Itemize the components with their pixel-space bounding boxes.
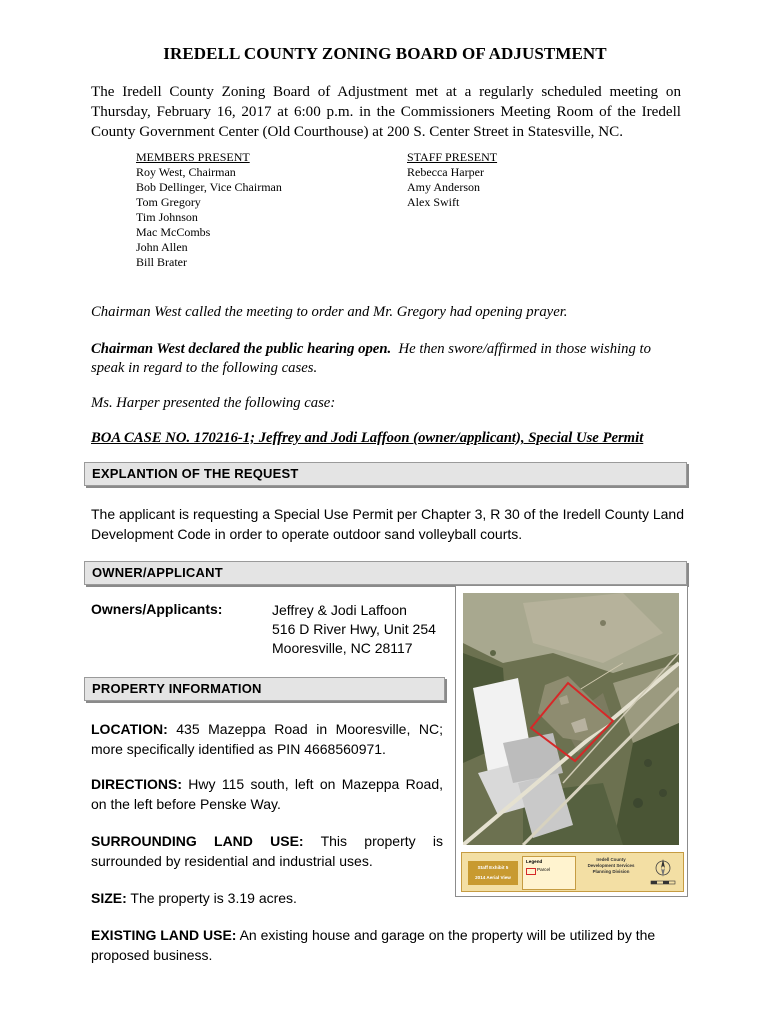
public-hearing-paragraph (91, 340, 683, 378)
map-caption-line: 2014 Aerial View (475, 875, 511, 880)
existing-label: EXISTING LAND USE: (91, 927, 237, 943)
map-caption (468, 861, 518, 885)
location-label: LOCATION: (91, 721, 168, 737)
surrounding-text: This property is surrounded by residential and industrial uses. (91, 833, 444, 869)
request-text: The applicant is requesting a Special Use Permit per Chapter 3, R 30 of the Iredell County Land Development Code in order to operate outdoor sand volleyball courts. (91, 506, 684, 542)
directions-paragraph (91, 774, 443, 814)
north-arrow-icon (648, 856, 678, 888)
map-org-line: Development Services (587, 863, 635, 868)
public-hearing-text: He then swore/affirmed in those wishing to speak in regard to the following cases. (91, 341, 651, 376)
member-name: Roy West, Chairman (136, 165, 236, 179)
map-org-line: Planning Division (592, 869, 630, 874)
map-legend-title: Legend (526, 859, 543, 864)
intro-paragraph: The Iredell County Zoning Board of Adjustment met at a regularly scheduled meeting on Thursday, February 16, 2017 at 6:00 p.m. in the Commissioners Meeting Room of the Iredell County Government Center (Old Courthouse) at 200 S. Center Street in Statesville, NC. (91, 84, 681, 140)
member-name: Bob Dellinger, Vice Chairman (136, 180, 282, 194)
staff-name: Alex Swift (407, 195, 460, 209)
members-present-list (136, 150, 282, 270)
aerial-photo-graphic (463, 593, 679, 845)
map-legend-bar (461, 852, 684, 892)
public-hearing-bold-text: Chairman West declared the public hearing open. (91, 341, 392, 357)
map-caption-line: Staff Exhibit 5 (477, 865, 509, 870)
members-present-heading: MEMBERS PRESENT (136, 150, 250, 164)
directions-text: Hwy 115 south, left on Mazeppa Road, on the left before Penske Way. (91, 776, 443, 812)
aerial-photo (463, 593, 679, 845)
parcel-swatch (526, 868, 536, 875)
case-heading: BOA CASE NO. 170216-1; Jeffrey and Jodi Laffoon (owner/applicant), Special Use Permit (91, 430, 644, 446)
member-name: Mac McCombs (136, 225, 211, 239)
member-name: Bill Brater (136, 255, 187, 269)
surrounding-label: SURROUNDING LAND USE: (91, 833, 304, 849)
map-legend-item: Parcel (537, 867, 551, 872)
member-name: Tom Gregory (136, 195, 201, 209)
owners-line: 516 D River Hwy, Unit 254 (272, 621, 436, 637)
staff-present-list (407, 150, 497, 210)
staff-name: Rebecca Harper (407, 165, 484, 179)
section-bar-request (84, 462, 687, 486)
map-org-line: Iredell County (596, 857, 626, 862)
existing-text: An existing house and garage on the property will be utilized by the proposed business. (91, 927, 656, 963)
owners-address (272, 601, 436, 658)
member-name: John Allen (136, 240, 188, 254)
staff-present-heading: STAFF PRESENT (407, 150, 498, 164)
owners-line: Jeffrey & Jodi Laffoon (272, 602, 407, 618)
presented-paragraph: Ms. Harper presented the following case: (91, 395, 336, 411)
directions-label: DIRECTIONS: (91, 776, 182, 792)
member-name: Tim Johnson (136, 210, 198, 224)
section-title-owner: OWNER/APPLICANT (92, 565, 223, 580)
section-bar-owner (84, 561, 687, 585)
size-label: SIZE: (91, 890, 127, 906)
size-paragraph (91, 888, 443, 908)
section-bar-property (84, 677, 445, 701)
map-legend-key (522, 856, 576, 890)
call-to-order-paragraph: Chairman West called the meeting to order and Mr. Gregory had opening prayer. (91, 304, 568, 320)
section-title-property: PROPERTY INFORMATION (92, 681, 262, 696)
document-title: IREDELL COUNTY ZONING BOARD OF ADJUSTMENT (163, 44, 607, 63)
location-paragraph (91, 719, 443, 759)
location-text: 435 Mazeppa Road in Mooresville, NC; more specifically identified as PIN 4668560971. (91, 721, 443, 757)
staff-name: Amy Anderson (407, 180, 480, 194)
existing-land-use-paragraph (91, 925, 691, 965)
aerial-map-exhibit (455, 585, 688, 897)
section-title-request: EXPLANTION OF THE REQUEST (92, 466, 299, 481)
owners-label: Owners/Applicants: (91, 601, 223, 617)
map-org-label (580, 857, 642, 887)
owners-line: Mooresville, NC 28117 (272, 640, 413, 656)
size-text: The property is 3.19 acres. (126, 890, 297, 906)
surrounding-paragraph (91, 831, 443, 871)
